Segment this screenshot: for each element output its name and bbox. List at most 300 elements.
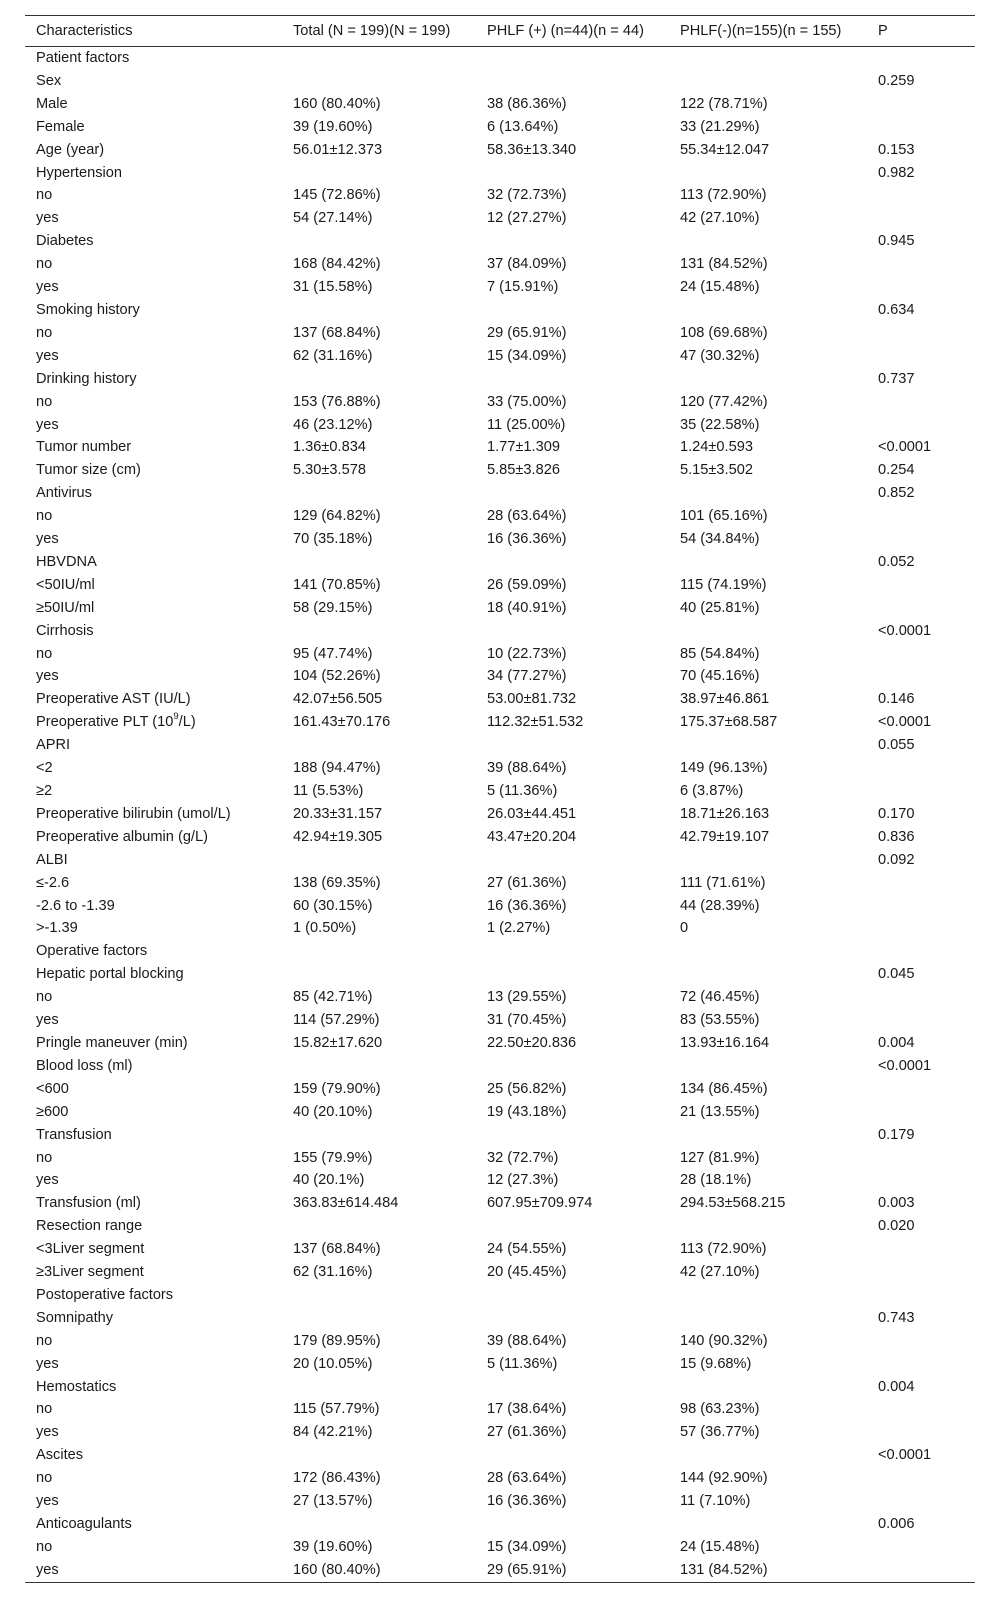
table-row [25, 1421, 975, 1444]
cell-total [282, 940, 476, 963]
cell-phlf-negative [669, 482, 867, 505]
cell-total: 39 (19.60%) [293, 118, 373, 135]
table-row [25, 230, 975, 253]
cell-p-value [867, 184, 975, 207]
cell-total: 31 (15.58%) [293, 279, 373, 296]
cell-p-value [867, 1169, 975, 1192]
cell-total: 42.94±19.305 [293, 828, 383, 845]
cell-phlf-negative: 15 (9.68%) [680, 1355, 752, 1372]
cell-p-value [867, 1421, 975, 1444]
cell-total: 104 (52.26%) [293, 668, 381, 685]
cell-phlf-negative [669, 1513, 867, 1536]
cell-phlf-negative [669, 1124, 867, 1147]
cell-total: 161.43±70.176 [293, 714, 391, 731]
cell-p-value [867, 391, 975, 414]
cell-phlf-positive [476, 734, 669, 757]
cell-characteristic: Smoking history [36, 301, 140, 318]
cell-total [282, 620, 476, 643]
cell-total [282, 1307, 476, 1330]
table-row [25, 757, 975, 780]
cell-phlf-positive: 28 (63.64%) [487, 1470, 567, 1487]
cell-total [282, 1055, 476, 1078]
cell-characteristic: Postoperative factors [36, 1286, 174, 1303]
cell-total: 137 (68.84%) [293, 1241, 381, 1258]
cell-characteristic: Drinking history [36, 370, 137, 387]
cell-phlf-positive: 26.03±44.451 [487, 805, 577, 822]
cell-phlf-negative: 11 (7.10%) [680, 1493, 751, 1510]
cell-phlf-negative: 55.34±12.047 [680, 141, 770, 158]
cell-p-value: 0.052 [878, 553, 915, 570]
cell-p-value [867, 1330, 975, 1353]
cell-total: 138 (69.35%) [293, 874, 381, 891]
cell-total: 129 (64.82%) [293, 508, 381, 525]
cell-phlf-negative: 144 (92.90%) [680, 1470, 768, 1487]
cell-characteristic: yes [36, 668, 59, 685]
cell-phlf-positive: 10 (22.73%) [487, 645, 567, 662]
cell-p-value: 0.179 [878, 1126, 915, 1143]
cell-phlf-negative: 21 (13.55%) [680, 1103, 760, 1120]
cell-characteristic: Transfusion [36, 1126, 112, 1143]
cell-phlf-positive [476, 230, 669, 253]
cell-total: 5.30±3.578 [293, 462, 366, 479]
cell-phlf-negative: 85 (54.84%) [680, 645, 760, 662]
cell-phlf-positive: 1 (2.27%) [487, 920, 551, 937]
cell-characteristic: yes [36, 279, 59, 296]
cell-total: 40 (20.10%) [293, 1103, 373, 1120]
cell-characteristic: Antivirus [36, 485, 92, 502]
cell-total: 1.36±0.834 [293, 439, 366, 456]
cell-phlf-negative: 134 (86.45%) [680, 1080, 768, 1097]
cell-characteristic: APRI [36, 737, 71, 754]
cell-characteristic: no [36, 508, 53, 525]
cell-total [282, 368, 476, 391]
cell-total: 188 (94.47%) [293, 760, 381, 777]
table-row [25, 139, 975, 162]
cell-p-value: 0.170 [878, 805, 915, 822]
cell-phlf-positive: 16 (36.36%) [487, 531, 567, 548]
table-row [25, 207, 975, 230]
cell-p-value [867, 665, 975, 688]
table-row [25, 459, 975, 482]
cell-total [282, 963, 476, 986]
cell-characteristic: Resection range [36, 1218, 143, 1235]
cell-p-value: 0.045 [878, 966, 915, 983]
cell-characteristic: yes [36, 416, 59, 433]
table-row [25, 322, 975, 345]
table-row [25, 1238, 975, 1261]
cell-phlf-positive: 37 (84.09%) [487, 256, 567, 273]
cell-total: 62 (31.16%) [293, 1264, 373, 1281]
cell-p-value: 0.004 [878, 1378, 915, 1395]
cell-p-value [867, 1536, 975, 1559]
cell-characteristic: yes [36, 347, 59, 364]
cell-characteristic: Preoperative PLT $(10^9/L)$ [36, 711, 196, 731]
cell-phlf-negative [669, 734, 867, 757]
cell-characteristic: no [36, 1332, 53, 1349]
cell-phlf-positive: 7 (15.91%) [487, 279, 559, 296]
cell-total: 20.33±31.157 [293, 805, 383, 822]
cell-phlf-positive [476, 551, 669, 574]
cell-characteristic: -2.6 to -1.39 [36, 897, 115, 914]
cell-p-value [867, 1467, 975, 1490]
cell-characteristic: ≥3Liver segment [36, 1264, 144, 1281]
cell-phlf-negative: 294.53±568.215 [680, 1195, 786, 1212]
cell-phlf-negative [669, 849, 867, 872]
cell-phlf-positive: 29 (65.91%) [487, 324, 567, 341]
cell-phlf-positive: 53.00±81.732 [487, 691, 577, 708]
table-row [25, 505, 975, 528]
cell-characteristic: HBVDNA [36, 553, 97, 570]
cell-p-value [867, 505, 975, 528]
cell-p-value [867, 1238, 975, 1261]
cell-phlf-positive [476, 1513, 669, 1536]
cell-total [282, 70, 476, 93]
cell-total: 27 (13.57%) [293, 1493, 373, 1510]
cell-characteristic: Pringle maneuver (min) [36, 1034, 188, 1051]
cell-characteristic: <50IU/ml [36, 576, 95, 593]
cell-phlf-positive: 19 (43.18%) [487, 1103, 567, 1120]
table-row [25, 780, 975, 803]
table-row [25, 299, 975, 322]
characteristics-table [25, 15, 975, 1583]
cell-characteristic: Patient factors [36, 50, 130, 66]
cell-p-value: 0.020 [878, 1218, 915, 1235]
cell-phlf-positive [476, 963, 669, 986]
cell-phlf-negative: 72 (46.45%) [680, 989, 760, 1006]
table-row [25, 1513, 975, 1536]
cell-phlf-positive: 13 (29.55%) [487, 989, 567, 1006]
cell-phlf-positive: 18 (40.91%) [487, 599, 567, 616]
cell-p-value [867, 1559, 975, 1582]
table-row [25, 1147, 975, 1170]
cell-total: 145 (72.86%) [293, 187, 381, 204]
cell-phlf-negative: 127 (81.9%) [680, 1149, 760, 1166]
cell-total: 114 (57.29%) [293, 1012, 380, 1029]
cell-p-value [867, 1284, 975, 1307]
cell-phlf-positive [476, 482, 669, 505]
cell-phlf-positive: 20 (45.45%) [487, 1264, 567, 1281]
cell-phlf-negative [669, 1444, 867, 1467]
cell-total: 70 (35.18%) [293, 531, 373, 548]
cell-phlf-negative [669, 162, 867, 185]
cell-total [282, 1124, 476, 1147]
cell-total: 153 (76.88%) [293, 393, 381, 410]
table-row [25, 734, 975, 757]
cell-characteristic: no [36, 187, 53, 204]
cell-total: 363.83±614.484 [293, 1195, 399, 1212]
cell-p-value: <0.0001 [878, 714, 932, 731]
cell-p-value: 0.146 [878, 691, 915, 708]
cell-phlf-negative: 120 (77.42%) [680, 393, 768, 410]
cell-phlf-positive: 27 (61.36%) [487, 1424, 567, 1441]
cell-total: 60 (30.15%) [293, 897, 373, 914]
cell-characteristic: <600 [36, 1080, 69, 1097]
cell-phlf-positive [476, 620, 669, 643]
cell-phlf-negative: 131 (84.52%) [680, 256, 768, 273]
cell-phlf-positive: 27 (61.36%) [487, 874, 567, 891]
cell-p-value: 0.743 [878, 1309, 915, 1326]
cell-phlf-positive [476, 162, 669, 185]
table-row [25, 597, 975, 620]
cell-characteristic: ≥2 [36, 783, 53, 799]
cell-phlf-negative: 111 (71.61%) [680, 874, 766, 891]
cell-total [282, 1444, 476, 1467]
table-row [25, 1398, 975, 1421]
cell-total [282, 551, 476, 574]
header-phlf-negative: PHLF(-)(n=155)(n = 155) [669, 16, 867, 47]
cell-phlf-negative: 42 (27.10%) [680, 1264, 760, 1281]
table-row [25, 1490, 975, 1513]
cell-phlf-positive: 5.85±3.826 [487, 462, 560, 479]
cell-phlf-positive: 26 (59.09%) [487, 576, 567, 593]
cell-characteristic: yes [36, 1493, 59, 1510]
cell-phlf-negative: 70 (45.16%) [680, 668, 760, 685]
cell-phlf-negative [669, 940, 867, 963]
cell-phlf-positive: 5 (11.36%) [487, 783, 558, 799]
cell-characteristic: Ascites [36, 1447, 84, 1464]
table-row [25, 895, 975, 918]
cell-p-value [867, 528, 975, 551]
table-row [25, 643, 975, 666]
table-row [25, 391, 975, 414]
cell-p-value [867, 207, 975, 230]
table-row [25, 1261, 975, 1284]
cell-characteristic: Preoperative albumin (g/L) [36, 828, 208, 845]
cell-total [282, 734, 476, 757]
cell-p-value [867, 1101, 975, 1124]
table-row [25, 414, 975, 437]
cell-total: 160 (80.40%) [293, 95, 381, 112]
cell-phlf-negative: 42.79±19.107 [680, 828, 770, 845]
cell-phlf-negative [669, 1215, 867, 1238]
cell-phlf-positive: 112.32±51.532 [487, 714, 584, 731]
cell-p-value: 0.945 [878, 233, 915, 250]
table-row [25, 688, 975, 711]
table-row [25, 368, 975, 391]
table-row [25, 551, 975, 574]
cell-characteristic: Tumor number [36, 439, 132, 456]
table-row [25, 1192, 975, 1215]
cell-p-value: <0.0001 [878, 1057, 932, 1074]
table-row [25, 872, 975, 895]
cell-total: 159 (79.90%) [293, 1080, 381, 1097]
cell-phlf-positive: 1.77±1.309 [487, 439, 560, 456]
cell-p-value [867, 1078, 975, 1101]
cell-phlf-negative [669, 1376, 867, 1399]
cell-phlf-positive [476, 1124, 669, 1147]
cell-total: 95 (47.74%) [293, 645, 373, 662]
cell-characteristic: Hypertension [36, 164, 122, 181]
cell-characteristic: no [36, 1401, 53, 1418]
cell-phlf-positive: 11 (25.00%) [487, 416, 566, 433]
cell-p-value [867, 895, 975, 918]
cell-p-value [867, 1147, 975, 1170]
cell-phlf-negative: 101 (65.16%) [680, 508, 768, 525]
cell-phlf-positive: 34 (77.27%) [487, 668, 567, 685]
cell-characteristic: >-1.39 [36, 920, 78, 937]
cell-p-value [867, 1398, 975, 1421]
cell-phlf-negative: 40 (25.81%) [680, 599, 760, 616]
table-row [25, 184, 975, 207]
cell-p-value: 0.836 [878, 828, 915, 845]
table-row [25, 1536, 975, 1559]
cell-total: 1 (0.50%) [293, 920, 357, 937]
cell-p-value: 0.634 [878, 301, 915, 318]
cell-phlf-positive: 32 (72.7%) [487, 1149, 559, 1166]
cell-characteristic: yes [36, 1172, 59, 1189]
cell-total [282, 482, 476, 505]
cell-phlf-negative: 113 (72.90%) [680, 1241, 767, 1258]
cell-phlf-positive: 17 (38.64%) [487, 1401, 567, 1418]
cell-phlf-negative: 122 (78.71%) [680, 95, 768, 112]
cell-total: 160 (80.40%) [282, 1559, 476, 1582]
table-row [25, 711, 975, 734]
cell-phlf-negative: 140 (90.32%) [680, 1332, 768, 1349]
cell-p-value [867, 917, 975, 940]
cell-phlf-positive [476, 940, 669, 963]
cell-characteristic: ≥50IU/ml [36, 599, 95, 616]
cell-total [282, 1376, 476, 1399]
cell-phlf-negative: 1.24±0.593 [680, 439, 753, 456]
cell-phlf-negative: 5.15±3.502 [680, 462, 753, 479]
table-row [25, 1009, 975, 1032]
cell-characteristic: ALBI [36, 851, 68, 868]
cell-p-value: 0.852 [878, 485, 915, 502]
cell-total: 141 (70.85%) [293, 576, 381, 593]
table-row [25, 1215, 975, 1238]
header-characteristics: Characteristics [25, 16, 282, 47]
cell-characteristic: yes [36, 1355, 59, 1372]
cell-phlf-negative: 24 (15.48%) [680, 1538, 760, 1555]
cell-phlf-positive: 16 (36.36%) [487, 1493, 567, 1510]
cell-phlf-positive: 24 (54.55%) [487, 1241, 567, 1258]
cell-phlf-negative: 42 (27.10%) [680, 210, 760, 227]
cell-characteristic: no [36, 324, 53, 341]
cell-phlf-negative: 13.93±16.164 [680, 1034, 770, 1051]
header-phlf-positive: PHLF (+) (n=44)(n = 44) [476, 16, 669, 47]
table-row [25, 1078, 975, 1101]
cell-total: 62 (31.16%) [293, 347, 373, 364]
cell-p-value: 0.254 [878, 462, 915, 479]
cell-p-value: 0.003 [878, 1195, 915, 1212]
cell-phlf-negative [669, 47, 867, 70]
table-row [25, 1353, 975, 1376]
cell-total: 42.07±56.505 [293, 691, 383, 708]
cell-characteristic: no [36, 1538, 53, 1555]
cell-total: 11 (5.53%) [293, 783, 364, 799]
cell-total: 40 (20.1%) [293, 1172, 365, 1189]
cell-total: 20 (10.05%) [293, 1355, 373, 1372]
cell-p-value [867, 597, 975, 620]
cell-p-value [867, 1490, 975, 1513]
table-row [25, 70, 975, 93]
table-row [25, 116, 975, 139]
cell-p-value [867, 940, 975, 963]
cell-characteristic: ≤-2.6 [36, 874, 70, 891]
cell-p-value [867, 1009, 975, 1032]
cell-phlf-negative: 33 (21.29%) [680, 118, 760, 135]
table-row [25, 253, 975, 276]
cell-phlf-positive [476, 368, 669, 391]
cell-characteristic: Age (year) [36, 141, 105, 158]
cell-characteristic: Sex [36, 72, 62, 89]
cell-total: 54 (27.14%) [293, 210, 373, 227]
cell-phlf-positive [476, 1284, 669, 1307]
cell-phlf-negative [669, 620, 867, 643]
cell-total [282, 1215, 476, 1238]
cell-phlf-positive: 43.47±20.204 [487, 828, 577, 845]
cell-phlf-positive: 33 (75.00%) [487, 393, 567, 410]
cell-total: 155 (79.9%) [293, 1149, 373, 1166]
table-row [25, 917, 975, 940]
table-row [25, 620, 975, 643]
cell-phlf-positive [476, 70, 669, 93]
cell-p-value: 0.153 [878, 141, 915, 158]
cell-phlf-negative: 54 (34.84%) [680, 531, 760, 548]
cell-characteristic: ≥600 [36, 1103, 69, 1120]
cell-characteristic: no [36, 393, 53, 410]
cell-phlf-negative [669, 963, 867, 986]
cell-p-value [867, 93, 975, 116]
cell-p-value: 0.004 [878, 1034, 915, 1051]
cell-phlf-negative [669, 1055, 867, 1078]
cell-p-value [867, 574, 975, 597]
cell-characteristic: <3Liver segment [36, 1241, 145, 1258]
cell-characteristic: Operative factors [36, 943, 148, 960]
cell-phlf-positive: 12 (27.27%) [487, 210, 567, 227]
cell-total [282, 299, 476, 322]
cell-characteristic: Blood loss (ml) [36, 1057, 133, 1074]
cell-phlf-negative: 57 (36.77%) [680, 1424, 760, 1441]
table-row [25, 1032, 975, 1055]
cell-characteristic: Cirrhosis [36, 622, 94, 639]
cell-p-value [867, 253, 975, 276]
cell-p-value [867, 1353, 975, 1376]
cell-characteristic: Male [36, 95, 68, 112]
cell-phlf-positive: 28 (63.64%) [487, 508, 567, 525]
table-row [25, 963, 975, 986]
cell-total: 84 (42.21%) [293, 1424, 373, 1441]
table-row [25, 940, 975, 963]
cell-phlf-positive: 39 (88.64%) [487, 1332, 567, 1349]
cell-phlf-positive: 15 (34.09%) [487, 347, 567, 364]
table-row [25, 1055, 975, 1078]
cell-total [282, 230, 476, 253]
cell-phlf-negative: 35 (22.58%) [680, 416, 760, 433]
cell-characteristic: Somnipathy [36, 1309, 114, 1326]
cell-phlf-negative: 98 (63.23%) [680, 1401, 760, 1418]
cell-phlf-negative: 149 (96.13%) [680, 760, 768, 777]
cell-phlf-negative: 108 (69.68%) [680, 324, 768, 341]
cell-p-value [867, 322, 975, 345]
cell-phlf-positive: 25 (56.82%) [487, 1080, 567, 1097]
table-row [25, 345, 975, 368]
cell-characteristic: no [36, 256, 53, 273]
cell-phlf-negative: 175.37±68.587 [680, 714, 778, 731]
table-row [25, 1559, 975, 1582]
cell-characteristic: Anticoagulants [36, 1516, 132, 1532]
cell-total [282, 47, 476, 70]
cell-phlf-negative: 24 (15.48%) [680, 279, 760, 296]
cell-phlf-positive [476, 47, 669, 70]
table-body [25, 47, 975, 1583]
cell-characteristic: Female [36, 118, 85, 135]
cell-phlf-negative: 6 (3.87%) [680, 783, 744, 799]
table-row [25, 1376, 975, 1399]
cell-characteristic: no [36, 989, 53, 1006]
table-row [25, 1101, 975, 1124]
cell-phlf-negative: 115 (74.19%) [680, 576, 767, 593]
